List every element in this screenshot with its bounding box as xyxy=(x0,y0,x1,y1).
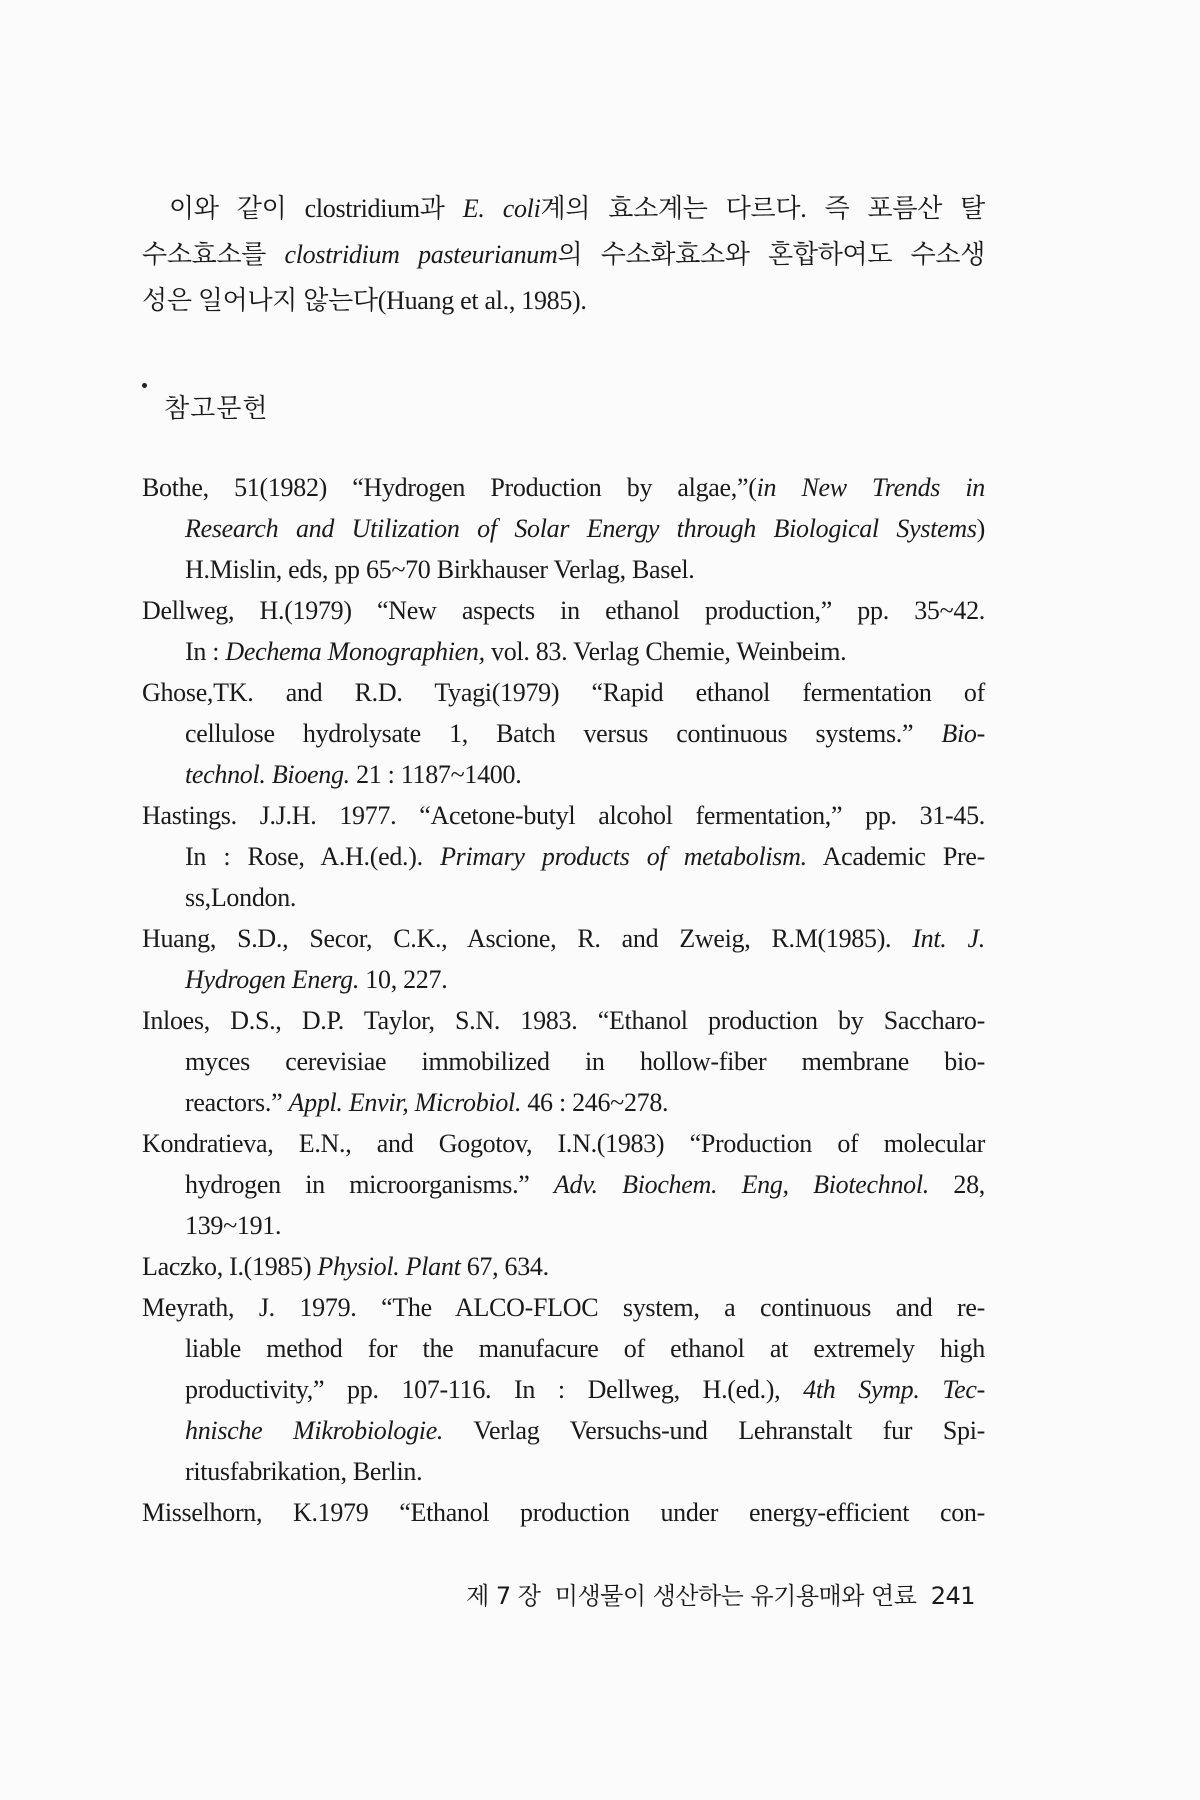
italic-text: hnische Mikrobiologie. xyxy=(185,1416,444,1445)
text-segment: 46 : 246~278. xyxy=(521,1088,669,1117)
text-segment: H.Mislin, eds, pp 65~70 Birkhauser Verlag, Basel. xyxy=(185,555,695,584)
page-number: 241 xyxy=(930,1582,975,1610)
text-segment: ss,London. xyxy=(185,883,297,912)
text-line xyxy=(142,549,985,590)
text-line xyxy=(142,1328,985,1369)
text-line xyxy=(142,877,985,918)
bullet-icon xyxy=(142,383,147,388)
italic-text: E. coli xyxy=(462,194,541,223)
text-segment: Misselhorn, K.1979 “Ethanol production under energy-efficient con- xyxy=(142,1498,985,1527)
page-footer xyxy=(466,1576,975,1611)
italic-text: Bio- xyxy=(941,719,985,748)
footer-title: 미생물이 생산하는 유기용매와 연료 xyxy=(554,1582,917,1610)
text-segment: In : Rose, A.H.(ed.). xyxy=(185,842,441,871)
text-line xyxy=(142,590,985,631)
text-segment: ) xyxy=(976,514,985,543)
section-heading: 참고문헌 xyxy=(164,394,269,424)
text-segment: In : xyxy=(185,637,226,666)
text-line xyxy=(142,631,985,672)
text-segment: Ghose,TK. and R.D. Tyagi(1979) “Rapid ethanol fermentation of xyxy=(142,678,985,707)
text-line xyxy=(142,1041,985,1082)
text-segment: Inloes, D.S., D.P. Taylor, S.N. 1983. “Ethanol production by Saccharo- xyxy=(142,1006,985,1035)
text-line xyxy=(142,1287,985,1328)
text-line xyxy=(142,959,985,1000)
italic-text: technol. Bioeng. xyxy=(185,760,350,789)
text-line xyxy=(142,672,985,713)
italic-text: Int. J. xyxy=(912,924,985,953)
text-segment: reactors.” xyxy=(185,1088,289,1117)
text-line xyxy=(142,1123,985,1164)
italic-text: Research and Utilization of Solar Energy through Biological Systems xyxy=(185,514,977,543)
text-segment: ritusfabrikation, Berlin. xyxy=(185,1457,423,1486)
reference-list xyxy=(142,467,985,1533)
text-line xyxy=(142,795,985,836)
text-line xyxy=(142,508,985,549)
text-segment: Meyrath, J. 1979. “The ALCO-FLOC system, a continuous and re- xyxy=(142,1293,985,1322)
text-line xyxy=(142,1000,985,1041)
text-line xyxy=(142,1369,985,1410)
text-segment: Kondratieva, E.N., and Gogotov, I.N.(1983) “Production of molecular xyxy=(142,1129,985,1158)
text-line xyxy=(142,1082,985,1123)
reference-entry xyxy=(142,1492,985,1533)
text-line xyxy=(142,1164,985,1205)
text-segment: 성은 일어나지 않는다(Huang et al., 1985). xyxy=(142,286,587,315)
text-segment: 의 수소화효소와 혼합하여도 수소생 xyxy=(557,240,986,269)
text-segment: Bothe, 51(1982) “Hydrogen Production by algae,”( xyxy=(142,473,757,502)
text-segment: vol. 83. Verlag Chemie, Weinbeim. xyxy=(484,637,847,666)
text-segment: hydrogen in microorganisms.” xyxy=(185,1170,554,1199)
italic-text: Primary products of metabolism. xyxy=(440,842,807,871)
reference-entry xyxy=(142,467,985,590)
text-segment: Dellweg, H.(1979) “New aspects in ethanol production,” pp. 35~42. xyxy=(142,596,985,625)
text-line xyxy=(142,1451,985,1492)
reference-entry xyxy=(142,918,985,1000)
italic-text: in New Trends in xyxy=(756,473,985,502)
text-line xyxy=(142,232,985,278)
text-segment: 21 : 1187~1400. xyxy=(349,760,522,789)
text-segment: myces cerevisiae immobilized in hollow-fiber membrane bio- xyxy=(185,1047,985,1076)
italic-text: Adv. Biochem. Eng, Biotechnol. xyxy=(553,1170,929,1199)
reference-entry xyxy=(142,1123,985,1246)
body-paragraph xyxy=(142,186,985,324)
text-segment: 이와 같이 clostridium과 xyxy=(169,194,463,223)
text-line xyxy=(142,754,985,795)
text-segment: Academic Pre- xyxy=(806,842,985,871)
text-segment: cellulose hydrolysate 1, Batch versus continuous systems.” xyxy=(185,719,942,748)
text-segment: Hastings. J.J.H. 1977. “Acetone-butyl alcohol fermentation,” pp. 31-45. xyxy=(142,801,985,830)
text-segment: liable method for the manufacure of ethanol at extremely high xyxy=(185,1334,985,1363)
text-segment: 수소효소를 xyxy=(142,240,285,269)
italic-text: clostridium pasteurianum xyxy=(284,240,558,269)
text-segment: 67, 634. xyxy=(460,1252,549,1281)
text-line xyxy=(142,1205,985,1246)
reference-entry xyxy=(142,1000,985,1123)
text-line xyxy=(142,278,985,324)
text-line xyxy=(142,836,985,877)
reference-entry xyxy=(142,590,985,672)
reference-entry xyxy=(142,1246,985,1287)
text-segment: 10, 227. xyxy=(359,965,448,994)
text-line xyxy=(142,467,985,508)
reference-entry xyxy=(142,672,985,795)
text-line xyxy=(142,918,985,959)
text-line xyxy=(142,1246,985,1287)
italic-text: Appl. Envir, Microbiol. xyxy=(288,1088,522,1117)
reference-entry xyxy=(142,1287,985,1492)
text-line xyxy=(142,713,985,754)
reference-entry xyxy=(142,795,985,918)
text-line xyxy=(142,186,985,232)
text-segment: 28, xyxy=(928,1170,985,1199)
italic-text: Physiol. Plant xyxy=(317,1252,461,1281)
text-segment: Verlag Versuchs-und Lehranstalt fur Spi- xyxy=(443,1416,985,1445)
text-segment: productivity,” pp. 107-116. In : Dellweg, H.(ed.), xyxy=(185,1375,804,1404)
italic-text: Dechema Monographien, xyxy=(225,637,485,666)
italic-text: 4th Symp. Tec- xyxy=(803,1375,985,1404)
text-segment: 계의 효소계는 다르다. 즉 포름산 탈 xyxy=(540,194,985,223)
text-segment: 139~191. xyxy=(185,1211,282,1240)
italic-text: Hydrogen Energ. xyxy=(185,965,360,994)
text-segment: Huang, S.D., Secor, C.K., Ascione, R. and Zweig, R.M(1985). xyxy=(142,924,913,953)
text-line xyxy=(142,1410,985,1451)
text-line xyxy=(142,1492,985,1533)
footer-chapter: 제 7 장 xyxy=(466,1582,541,1610)
text-segment: Laczko, I.(1985) xyxy=(142,1252,318,1281)
